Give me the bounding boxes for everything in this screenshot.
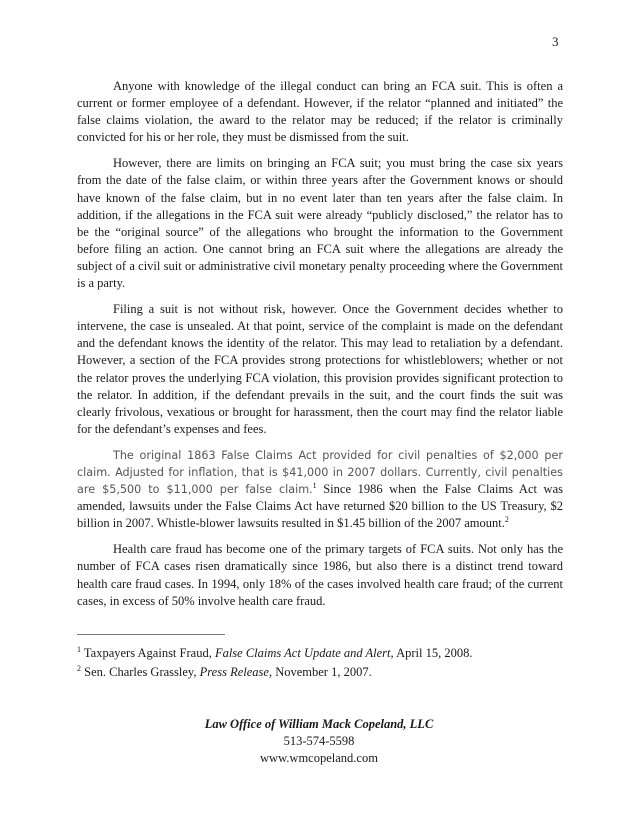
paragraph-1: Anyone with knowledge of the illegal conduct can bring an FCA suit. This is often a current or former employee of a defendant. However, if the relator “planned and initiated” the false claims violation, the award to the relator may be reduced; if the relator is criminally convicted for his or her role, they must be dismissed from the suit. (77, 79, 563, 145)
paragraph-4-penalties-text: The original 1863 False Claims Act provided for civil penalties of $2,000 per claim. Adjusted for inflation, that is $41,000 in 2007 dollars. Currently, civil penalties are $5,500 to $11,000 per false claim. (77, 448, 563, 497)
paragraph-3: Filing a suit is not without risk, however. Once the Government decides whether to intervene, the case is unsealed. At that point, service of the complaint is made on the defendant and the defendant knows the identity of the relator. This may lead to retaliation by a defendant. However, a section of the FCA provides strong protections for whistleblowers; whether or not the relator proves the underlying FCA violation, this provision provides significant protection to the relator. In addition, if the defendant prevails in the suit, and the court finds the suit was clearly frivolous, vexatious or brought for harassment, then the court may find the relator liable for the defendant’s expenses and fees. (77, 302, 563, 436)
footnote-text: Sen. Charles Grassley, (81, 665, 200, 679)
footnote-number: 2 (77, 664, 81, 673)
footnote-divider (77, 634, 225, 635)
footnote-text: Taxpayers Against Fraud, (81, 646, 215, 660)
footnote-2 (77, 663, 563, 682)
paragraph-5: Health care fraud has become one of the primary targets of FCA suits. Not only has the number of FCA cases risen dramatically since 1986, but also there is a distinct trend toward health care fraud cases. In 1994, only 18% of the cases involved health care fraud; of the current cases, in excess of 50% involve health care fraud. (77, 542, 563, 608)
footnote-title: False Claims Act Update and Alert, (214, 646, 394, 660)
footnote-ref-1[interactable]: 1 (312, 481, 317, 491)
footnote-ref-2[interactable]: 2 (504, 515, 509, 525)
paragraph-2: However, there are limits on bringing an FCA suit; you must bring the case six years from the date of the false claim, or within three years after the Government knows or should have known of the false claim, but in no event later than ten years after the false claim. In addition, if the allegations in the FCA suit were already “publicly disclosed,” the relator has to be the “original source” of the allegations who brought the information to the Government before filing an action. One cannot bring an FCA suit where the allegations are already the subject of a civil suit or administrative civil monetary penalty proceeding where the Government is a party. (77, 156, 563, 291)
footnote-title: Press Release (199, 665, 269, 679)
footnote-date: , November 1, 2007. (268, 665, 372, 679)
firm-phone: 513-574-5598 (283, 734, 355, 748)
footnote-date: April 15, 2008. (393, 646, 473, 660)
paragraph-4-text: Since 1986 when the False Claims Act was amended, lawsuits under the False Claims Act have returned $20 billion to the US Treasury, $2 billion in 2007. Whistle-blower lawsuits resulted in $1.45 billion of the 2007 amount. (77, 482, 563, 531)
body-text (77, 78, 563, 619)
page-footer (0, 716, 638, 767)
footnote-number: 1 (77, 645, 81, 654)
footnotes (77, 644, 563, 682)
page-number: 3 (552, 34, 559, 49)
paragraph-4 (77, 447, 563, 532)
firm-website[interactable]: www.wmcopeland.com (260, 751, 378, 765)
firm-name: Law Office of William Mack Copeland, LLC (204, 717, 434, 731)
footnote-1 (77, 644, 563, 663)
